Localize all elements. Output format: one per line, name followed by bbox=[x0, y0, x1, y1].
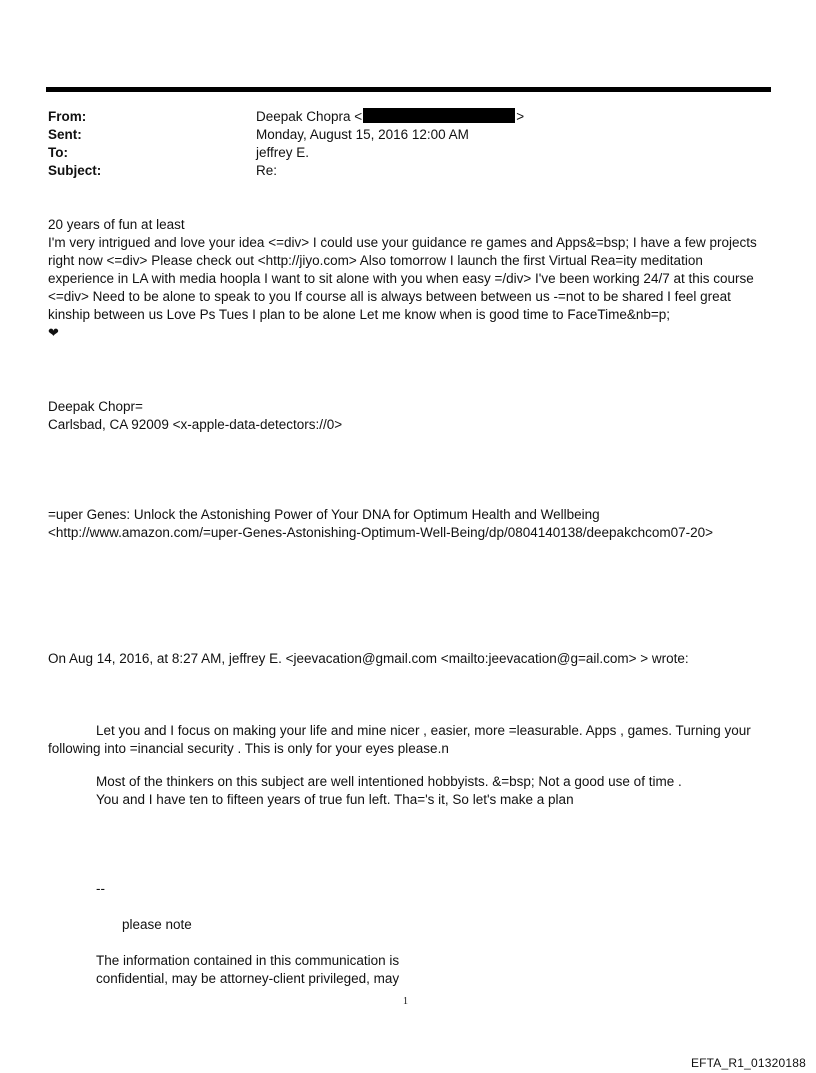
quote-para2-line2: You and I have ten to fifteen years of true fun left. Tha='s it, So let's make a plan bbox=[96, 792, 574, 807]
from-name: Deepak Chopra < bbox=[256, 109, 363, 124]
body-line: 20 years of fun at least bbox=[48, 217, 185, 232]
from-label: From: bbox=[48, 109, 87, 124]
sent-value: Monday, August 15, 2016 12:00 AM bbox=[256, 127, 469, 142]
page-number: 1 bbox=[403, 996, 408, 1007]
quote-para2-line1: Most of the thinkers on this subject are well intentioned hobbyists. &=bsp; Not a good use of time . bbox=[96, 774, 682, 789]
to-value: jeffrey E. bbox=[256, 145, 310, 160]
quote-para1 bbox=[48, 722, 751, 758]
confidentiality-line: confidential, may be attorney-client privileged, may bbox=[96, 971, 400, 986]
signature-dashes: -- bbox=[96, 881, 105, 896]
message-body bbox=[48, 216, 757, 342]
body-line: experience in LA with media hoopla I want to sit alone with you when easy =/div> I've been working 24/7 at this course bbox=[48, 271, 754, 286]
quote-para1-line2: following into =inancial security . This is only for your eyes please.n bbox=[48, 741, 449, 756]
subject-label: Subject: bbox=[48, 163, 102, 178]
quote-intro: On Aug 14, 2016, at 8:27 AM, jeffrey E. <jeevacation@gmail.com <mailto:jeevacation@g=ail.com> > wrote: bbox=[48, 651, 689, 666]
book-promo bbox=[48, 506, 713, 542]
bates-number: EFTA_R1_01320188 bbox=[690, 1056, 806, 1070]
book-title: =uper Genes: Unlock the Astonishing Power of Your DNA for Optimum Health and Wellbeing bbox=[48, 507, 600, 522]
confidentiality-line: The information contained in this communication is bbox=[96, 953, 400, 968]
please-note: please note bbox=[122, 917, 192, 932]
signature-address: Carlsbad, CA 92009 <x-apple-data-detectors://0> bbox=[48, 417, 343, 432]
from-close: > bbox=[516, 109, 525, 124]
quote-para1-line1: Let you and I focus on making your life and mine nicer , easier, more =leasurable. Apps , games. Turning your bbox=[96, 723, 751, 738]
redaction-bar bbox=[363, 108, 515, 123]
subject-value: Re: bbox=[256, 163, 278, 178]
heart-icon: ❤ bbox=[48, 325, 59, 340]
from-value bbox=[256, 108, 524, 126]
book-link: <http://www.amazon.com/=uper-Genes-Astonishing-Optimum-Well-Being/dp/0804140138/deepakchcom07-20> bbox=[48, 525, 713, 540]
body-line: <=div> Need to be alone to speak to you If course all is always between between us -=not to be shared I feel great bbox=[48, 289, 731, 304]
body-line: right now <=div> Please check out <http://jiyo.com> Also tomorrow I launch the first Virtual Rea=ity meditation bbox=[48, 253, 703, 268]
signature-name: Deepak Chopr= bbox=[48, 399, 143, 414]
quote-para2 bbox=[96, 773, 682, 809]
to-label: To: bbox=[48, 145, 68, 160]
confidentiality-notice bbox=[96, 952, 399, 988]
header-rule bbox=[46, 87, 771, 92]
body-line: I'm very intrigued and love your idea <=div> I could use your guidance re games and Apps&=bsp; I have a few projects bbox=[48, 235, 757, 250]
sent-label: Sent: bbox=[48, 127, 82, 142]
body-line: kinship between us Love Ps Tues I plan to be alone Let me know when is good time to FaceTime&nb=p; bbox=[48, 307, 670, 322]
signature bbox=[48, 398, 342, 434]
